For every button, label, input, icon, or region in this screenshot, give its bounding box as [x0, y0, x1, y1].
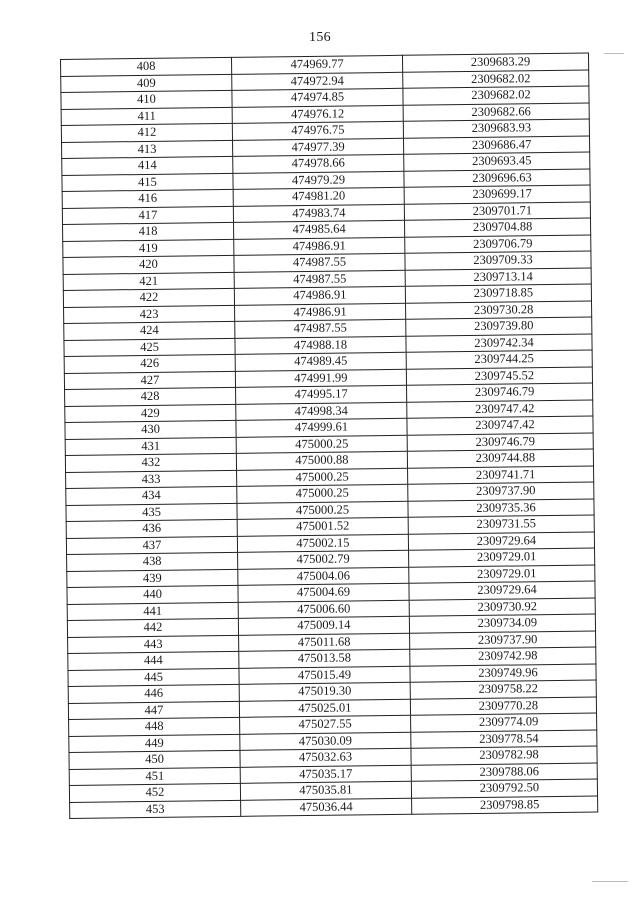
point-number-cell: 427: [64, 371, 235, 390]
y-coordinate-cell: 2309742.34: [406, 334, 592, 353]
point-number-cell: 408: [61, 57, 232, 76]
point-number-cell: 426: [64, 354, 235, 373]
y-coordinate-cell: 2309693.45: [404, 152, 590, 171]
point-number-cell: 443: [68, 635, 239, 654]
y-coordinate-cell: 2309696.63: [404, 169, 590, 188]
point-number-cell: 446: [68, 684, 239, 703]
coordinates-table-body: [61, 53, 598, 818]
point-number-cell: 450: [69, 750, 240, 769]
y-coordinate-cell: 2309730.28: [406, 301, 592, 320]
x-coordinate-cell: 475019.30: [239, 682, 410, 701]
x-coordinate-cell: 474999.61: [236, 418, 407, 437]
point-number-cell: 449: [69, 734, 240, 753]
y-coordinate-cell: 2309747.42: [407, 416, 593, 435]
y-coordinate-cell: 2309730.92: [409, 598, 595, 617]
x-coordinate-cell: 475035.81: [240, 781, 411, 800]
x-coordinate-cell: 475004.69: [238, 583, 409, 602]
y-coordinate-cell: 2309713.14: [405, 268, 591, 287]
y-coordinate-cell: 2309749.96: [410, 663, 596, 682]
x-coordinate-cell: 475035.17: [240, 765, 411, 784]
point-number-cell: 435: [66, 503, 237, 522]
y-coordinate-cell: 2309731.55: [408, 515, 594, 534]
point-number-cell: 437: [66, 536, 237, 555]
x-coordinate-cell: 475000.25: [236, 435, 407, 454]
x-coordinate-cell: 474978.66: [233, 154, 404, 173]
x-coordinate-cell: 475015.49: [239, 666, 410, 685]
point-number-cell: 414: [62, 156, 233, 175]
point-number-cell: 412: [61, 123, 232, 142]
y-coordinate-cell: 2309798.85: [412, 795, 598, 814]
page-number: 156: [309, 30, 331, 45]
y-coordinate-cell: 2309744.88: [407, 449, 593, 468]
x-coordinate-cell: 474987.55: [234, 270, 405, 289]
point-number-cell: 441: [67, 602, 238, 621]
y-coordinate-cell: 2309704.88: [404, 218, 590, 237]
y-coordinate-cell: 2309729.01: [409, 548, 595, 567]
y-coordinate-cell: 2309729.64: [408, 532, 594, 551]
y-coordinate-cell: 2309682.02: [403, 86, 589, 105]
y-coordinate-cell: 2309683.93: [403, 119, 589, 138]
y-coordinate-cell: 2309737.90: [410, 631, 596, 650]
point-number-cell: 413: [62, 140, 233, 159]
x-coordinate-cell: 475004.06: [238, 567, 409, 586]
x-coordinate-cell: 474991.99: [235, 369, 406, 388]
x-coordinate-cell: 474986.91: [234, 286, 405, 305]
y-coordinate-cell: 2309741.71: [408, 466, 594, 485]
point-number-cell: 416: [62, 189, 233, 208]
point-number-cell: 448: [69, 717, 240, 736]
y-coordinate-cell: 2309746.79: [407, 383, 593, 402]
x-coordinate-cell: 475036.44: [241, 798, 412, 817]
point-number-cell: 438: [67, 552, 238, 571]
x-coordinate-cell: 475027.55: [240, 715, 411, 734]
x-coordinate-cell: 474969.77: [231, 55, 402, 74]
y-coordinate-cell: 2309746.79: [407, 433, 593, 452]
x-coordinate-cell: 474979.29: [233, 171, 404, 190]
point-number-cell: 421: [63, 272, 234, 291]
x-coordinate-cell: 474988.18: [235, 336, 406, 355]
x-coordinate-cell: 475002.79: [238, 550, 409, 569]
point-number-cell: 436: [66, 519, 237, 538]
point-number-cell: 424: [64, 321, 235, 340]
point-number-cell: 442: [67, 618, 238, 637]
x-coordinate-cell: 474987.55: [235, 319, 406, 338]
x-coordinate-cell: 475032.63: [240, 748, 411, 767]
x-coordinate-cell: 475000.25: [237, 484, 408, 503]
y-coordinate-cell: 2309709.33: [405, 251, 591, 270]
y-coordinate-cell: 2309739.80: [406, 317, 592, 336]
y-coordinate-cell: 2309718.85: [405, 284, 591, 303]
y-coordinate-cell: 2309686.47: [403, 136, 589, 155]
x-coordinate-cell: 474989.45: [235, 352, 406, 371]
x-coordinate-cell: 475006.60: [238, 600, 409, 619]
y-coordinate-cell: 2309729.64: [409, 581, 595, 600]
scan-mark: [604, 53, 624, 54]
y-coordinate-cell: 2309792.50: [411, 779, 597, 798]
point-number-cell: 440: [67, 585, 238, 604]
x-coordinate-cell: 474985.64: [234, 220, 405, 239]
point-number-cell: 420: [63, 255, 234, 274]
point-number-cell: 430: [65, 420, 236, 439]
point-number-cell: 431: [65, 437, 236, 456]
point-number-cell: 429: [65, 404, 236, 423]
y-coordinate-cell: 2309745.52: [406, 367, 592, 386]
y-coordinate-cell: 2309734.09: [409, 614, 595, 633]
x-coordinate-cell: 474986.91: [234, 237, 405, 256]
point-number-cell: 428: [65, 387, 236, 406]
point-number-cell: 439: [67, 569, 238, 588]
coordinates-table: [60, 53, 598, 819]
x-coordinate-cell: 474998.34: [236, 402, 407, 421]
x-coordinate-cell: 475011.68: [239, 633, 410, 652]
y-coordinate-cell: 2309735.36: [408, 499, 594, 518]
point-number-cell: 425: [64, 338, 235, 357]
y-coordinate-cell: 2309737.90: [408, 482, 594, 501]
x-coordinate-cell: 474995.17: [236, 385, 407, 404]
x-coordinate-cell: 475002.15: [237, 534, 408, 553]
x-coordinate-cell: 475000.88: [236, 451, 407, 470]
point-number-cell: 451: [69, 767, 240, 786]
x-coordinate-cell: 474976.75: [232, 121, 403, 140]
x-coordinate-cell: 475000.25: [237, 468, 408, 487]
y-coordinate-cell: 2309770.28: [410, 696, 596, 715]
point-number-cell: 417: [62, 206, 233, 225]
y-coordinate-cell: 2309742.98: [410, 647, 596, 666]
point-number-cell: 422: [63, 288, 234, 307]
point-number-cell: 434: [66, 486, 237, 505]
point-number-cell: 432: [65, 453, 236, 472]
point-number-cell: 419: [63, 239, 234, 258]
y-coordinate-cell: 2309788.06: [411, 762, 597, 781]
point-number-cell: 423: [64, 305, 235, 324]
point-number-cell: 418: [63, 222, 234, 241]
point-number-cell: 445: [68, 668, 239, 687]
y-coordinate-cell: 2309774.09: [411, 713, 597, 732]
point-number-cell: 453: [70, 800, 241, 819]
x-coordinate-cell: 475000.25: [237, 501, 408, 520]
y-coordinate-cell: 2309706.79: [405, 235, 591, 254]
point-number-cell: 410: [61, 90, 232, 109]
y-coordinate-cell: 2309683.29: [402, 53, 588, 72]
x-coordinate-cell: 475001.52: [237, 517, 408, 536]
scan-mark: [592, 881, 628, 882]
y-coordinate-cell: 2309699.17: [404, 185, 590, 204]
y-coordinate-cell: 2309682.66: [403, 103, 589, 122]
x-coordinate-cell: 474987.55: [234, 253, 405, 272]
point-number-cell: 409: [61, 74, 232, 93]
x-coordinate-cell: 474986.91: [235, 303, 406, 322]
x-coordinate-cell: 474976.12: [232, 105, 403, 124]
x-coordinate-cell: 474974.85: [232, 88, 403, 107]
x-coordinate-cell: 475025.01: [239, 699, 410, 718]
point-number-cell: 415: [62, 173, 233, 192]
x-coordinate-cell: 475009.14: [238, 616, 409, 635]
point-number-cell: 447: [68, 701, 239, 720]
y-coordinate-cell: 2309682.02: [403, 70, 589, 89]
y-coordinate-cell: 2309782.98: [411, 746, 597, 765]
y-coordinate-cell: 2309701.71: [404, 202, 590, 221]
point-number-cell: 411: [61, 107, 232, 126]
y-coordinate-cell: 2309758.22: [410, 680, 596, 699]
point-number-cell: 452: [69, 783, 240, 802]
y-coordinate-cell: 2309747.42: [407, 400, 593, 419]
y-coordinate-cell: 2309744.25: [406, 350, 592, 369]
y-coordinate-cell: 2309778.54: [411, 729, 597, 748]
x-coordinate-cell: 474983.74: [233, 204, 404, 223]
x-coordinate-cell: 474981.20: [233, 187, 404, 206]
x-coordinate-cell: 474972.94: [232, 72, 403, 91]
x-coordinate-cell: 475013.58: [239, 649, 410, 668]
x-coordinate-cell: 474977.39: [233, 138, 404, 157]
x-coordinate-cell: 475030.09: [240, 732, 411, 751]
y-coordinate-cell: 2309729.01: [409, 565, 595, 584]
point-number-cell: 433: [66, 470, 237, 489]
point-number-cell: 444: [68, 651, 239, 670]
